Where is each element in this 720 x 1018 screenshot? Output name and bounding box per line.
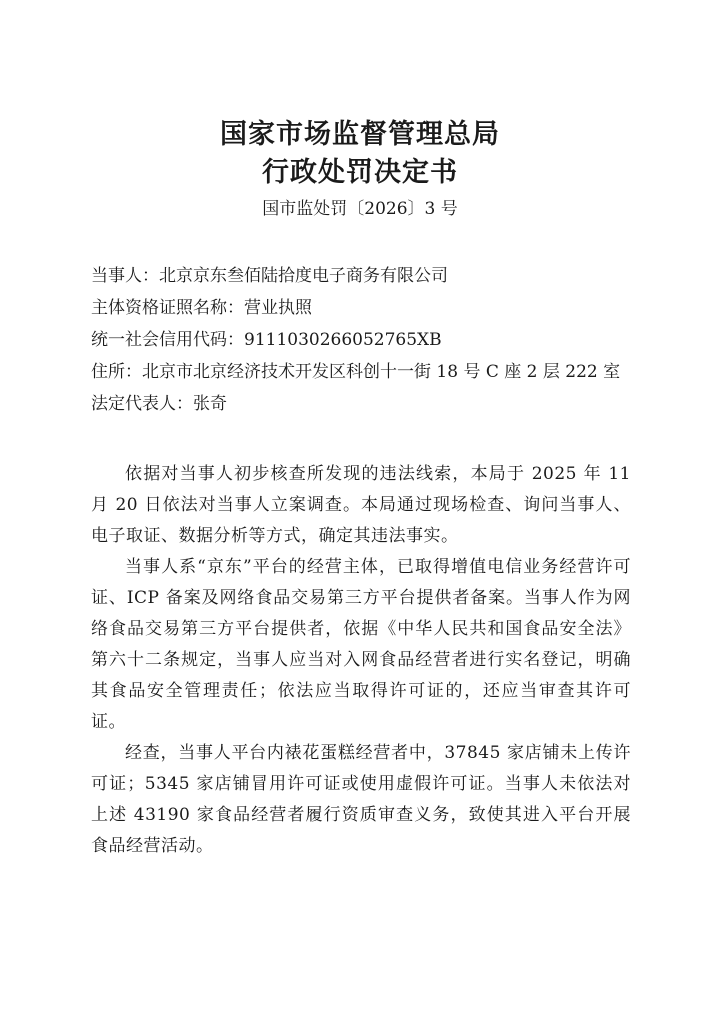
party-name-line: 当事人：北京京东叁佰陆拾度电子商务有限公司: [91, 266, 448, 286]
paragraph-investigation: 依据对当事人初步核查所发现的违法线索，本局于 2025 年 11 月 20 日依法对当事人立案调查。本局通过现场检查、询问当事人、电子取证、数据分析等方式，确定其违法事实。: [91, 464, 631, 546]
address-line: 住所：北京市北京经济技术开发区科创十一街 18 号 C 座 2 层 222 室: [91, 362, 621, 382]
license-name-line: 主体资格证照名称：营业执照: [91, 298, 312, 318]
document-body: [91, 459, 631, 862]
legal-representative-line: 法定代表人：张奇: [91, 394, 227, 414]
document-type-title: 行政处罚决定书: [262, 157, 458, 188]
party-info: [91, 260, 651, 420]
paragraph-findings: 经查，当事人平台内裱花蛋糕经营者中，37845 家店铺未上传许可证；5345 家店铺冒用许可证或使用虚假许可证。当事人未依法对上述 43190 家食品经营者履行资质审查义务，致使其进入平台开展食品经营活动。: [91, 743, 631, 856]
credit-code-line: 统一社会信用代码：9111030266052765XB: [91, 330, 442, 350]
document-number: 国市监处罚〔2026〕3 号: [262, 199, 458, 219]
paragraph-platform-obligation: 当事人系“京东”平台的经营主体，已取得增值电信业务经营许可证、ICP 备案及网络食品交易第三方平台提供者备案。当事人作为网络食品交易第三方平台提供者，依据《中华人民共和国食品安全法》第六十二条规定，当事人应当对入网食品经营者进行实名登记，明确其食品安全管理责任；依法应当取得许可证的，还应当审查其许可证。: [91, 557, 631, 732]
agency-title: 国家市场监督管理总局: [220, 119, 500, 150]
